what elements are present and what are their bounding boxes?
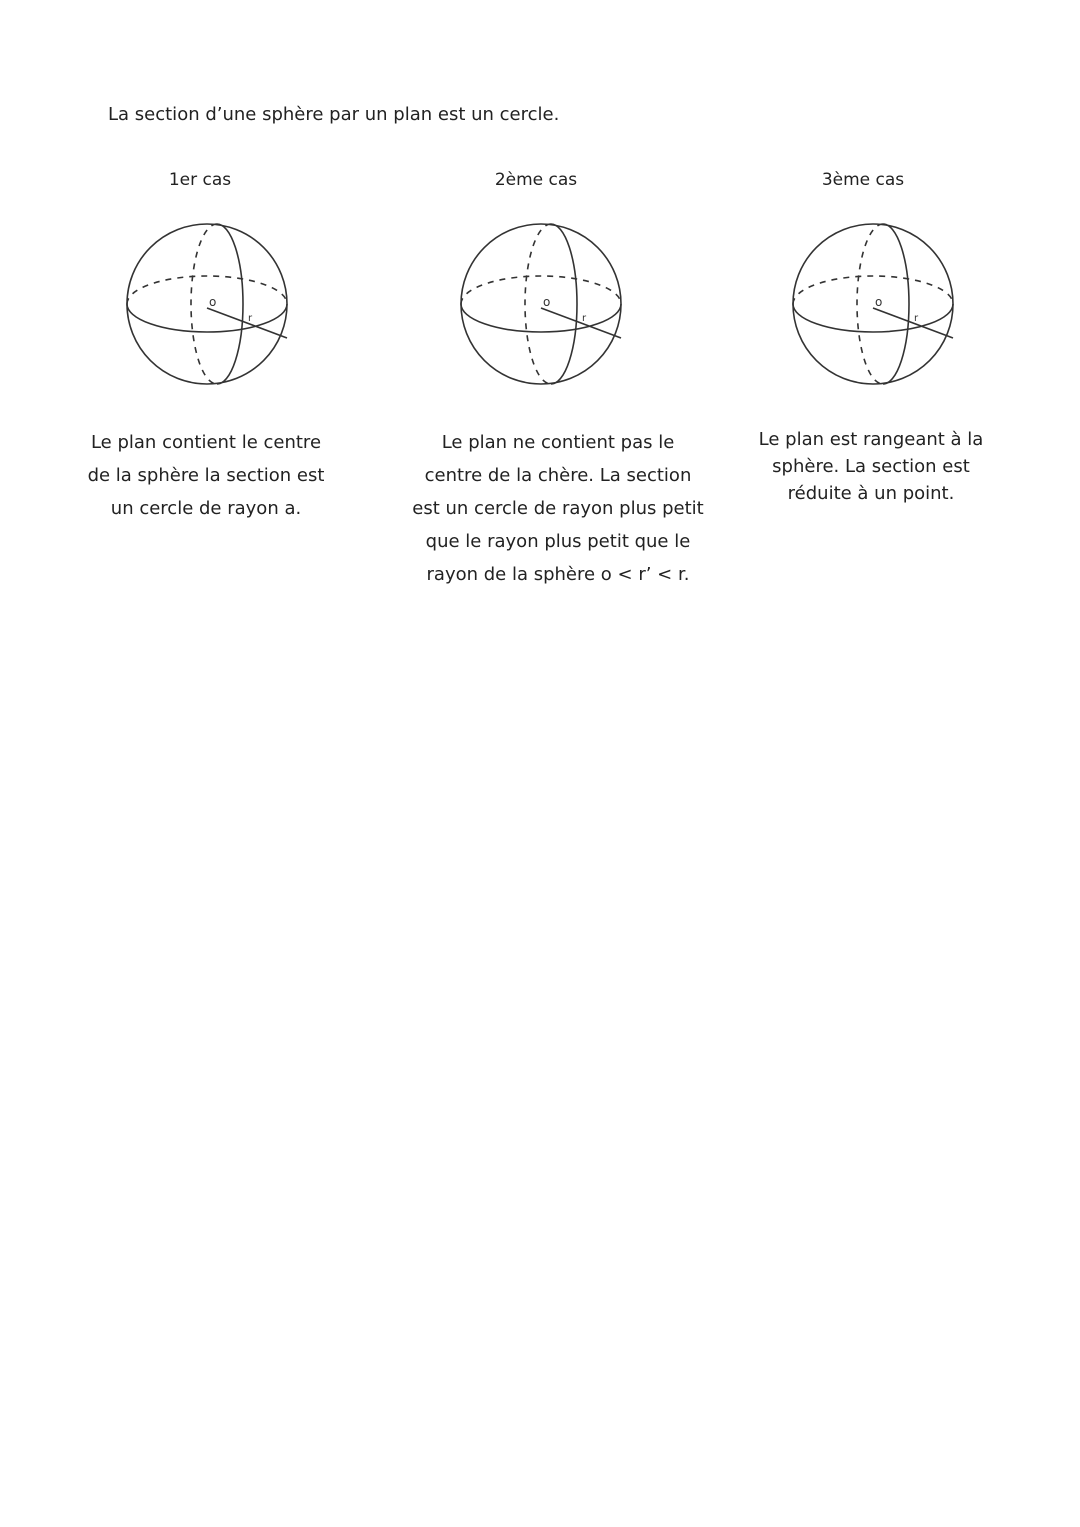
- radius-label: r: [248, 313, 253, 324]
- description-line: réduite à un point.: [787, 483, 955, 504]
- sphere-outline: [793, 224, 953, 384]
- description-line: sphère. La section est: [772, 456, 970, 477]
- sphere-outline: [127, 224, 287, 384]
- radius-line: [873, 308, 953, 338]
- case-2-sphere-diagram: [456, 220, 626, 388]
- equator-back: [461, 276, 621, 304]
- description-line: que le rayon plus petit que le: [425, 531, 691, 552]
- case-1-description: [46, 426, 366, 525]
- case-3-sphere-diagram: [788, 220, 958, 388]
- description-line: Le plan contient le centre: [90, 432, 322, 453]
- center-label: o: [875, 295, 883, 309]
- meridian-front: [217, 224, 243, 384]
- case-3-description: [711, 426, 1031, 507]
- description-line: Le plan ne contient pas le: [441, 432, 675, 453]
- meridian-front: [883, 224, 909, 384]
- description-line: un cercle de rayon a.: [110, 498, 302, 519]
- intro-text: La section d’une sphère par un plan est un cercle.: [108, 104, 560, 125]
- equator-back: [127, 276, 287, 304]
- description-line: est un cercle de rayon plus petit: [412, 498, 704, 519]
- case-1-sphere-diagram: [122, 220, 292, 388]
- center-label: o: [543, 295, 551, 309]
- radius-label: r: [582, 313, 587, 324]
- radius-line: [207, 308, 287, 338]
- radius-label: r: [914, 313, 919, 324]
- description-line: de la sphère la section est: [87, 465, 325, 486]
- meridian-front: [551, 224, 577, 384]
- sphere-outline: [461, 224, 621, 384]
- case-2-title: 2ème cas: [494, 170, 578, 190]
- radius-line: [541, 308, 621, 338]
- equator-back: [793, 276, 953, 304]
- description-line: centre de la chère. La section: [424, 465, 692, 486]
- description-line: Le plan est rangeant à la: [758, 429, 984, 450]
- case-3-title: 3ème cas: [821, 170, 905, 190]
- description-line: rayon de la sphère o < r’ < r.: [426, 564, 690, 585]
- center-label: o: [209, 295, 217, 309]
- case-2-description: [398, 426, 718, 591]
- case-1-title: 1er cas: [168, 170, 232, 190]
